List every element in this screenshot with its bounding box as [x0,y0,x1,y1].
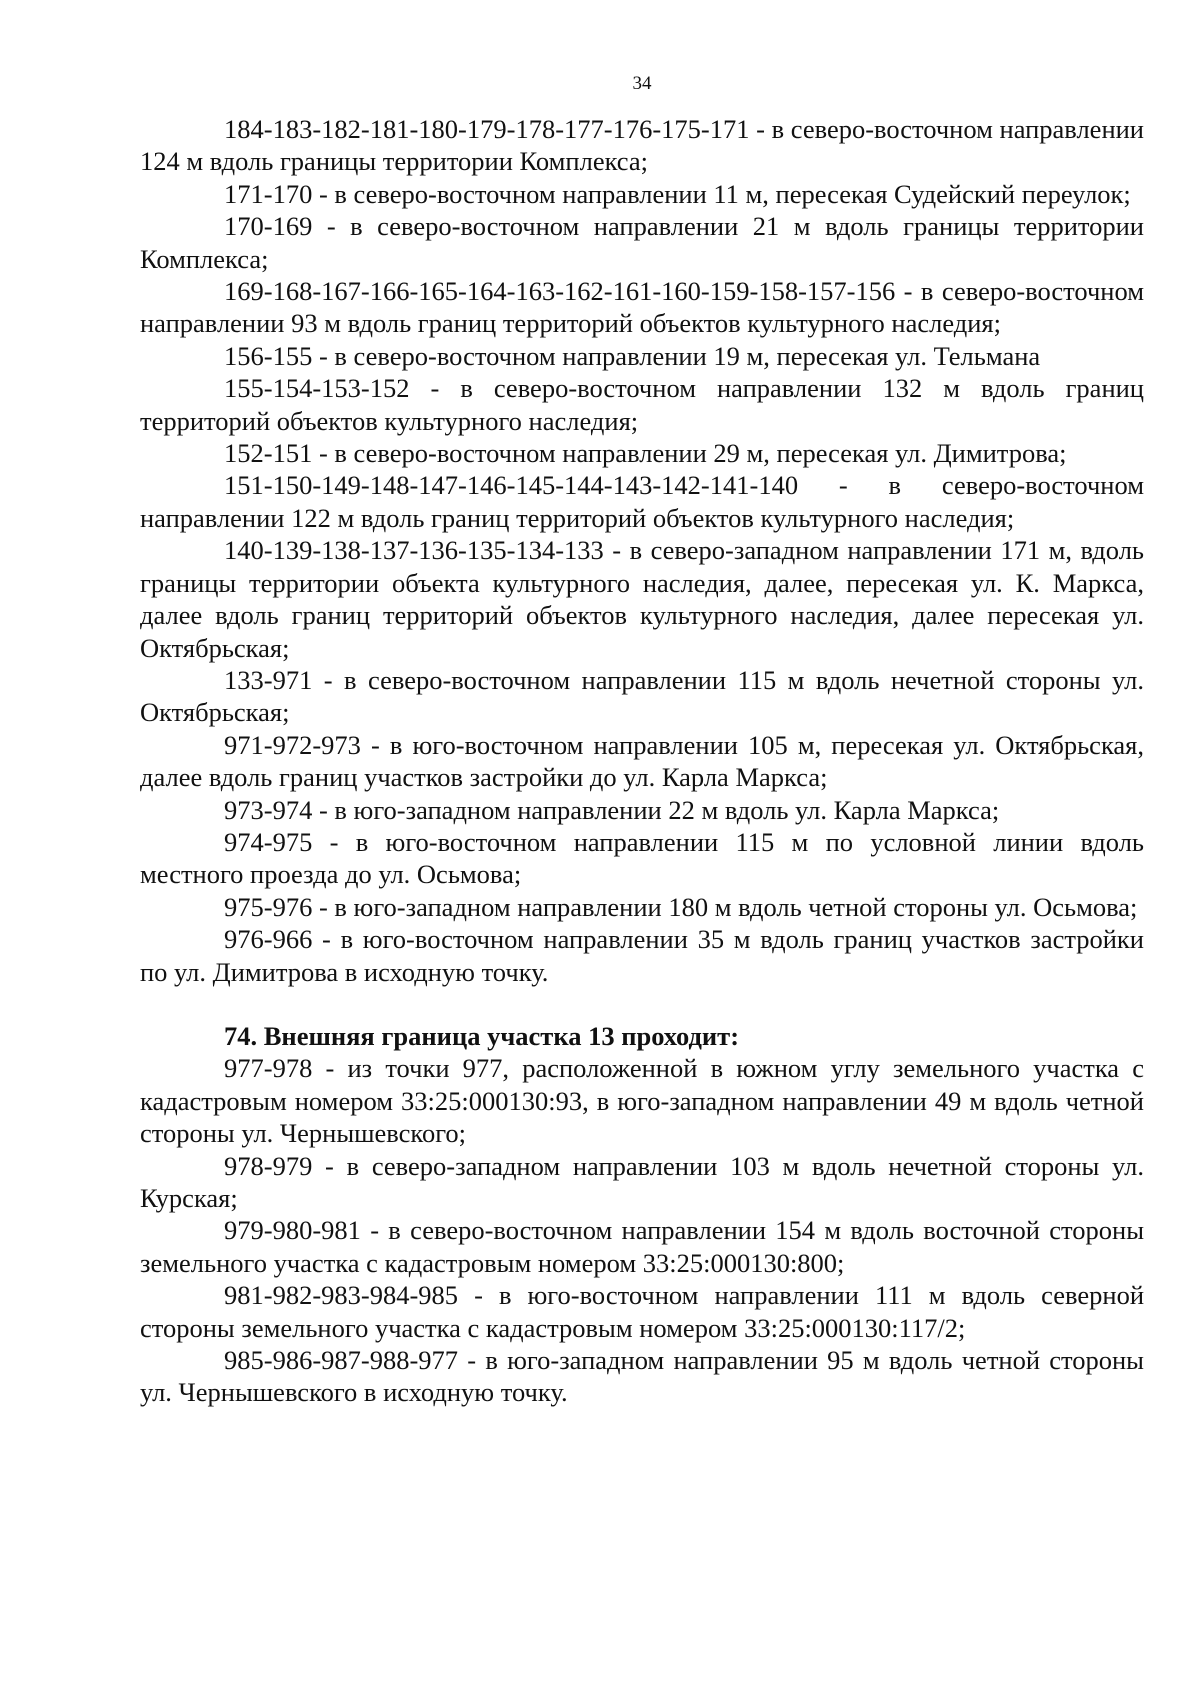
section-heading: 74. Внешняя граница участка 13 проходит: [224,1020,740,1051]
boundary-paragraph: 155-154-153-152 - в северо-восточном направлении 132 м вдоль границ территорий объектов культурного наследия; [140,373,1144,436]
boundary-paragraph: 981-982-983-984-985 - в юго-восточном направлении 111 м вдоль северной стороны земельного участка с кадастровым номером 33:25:000130:117/2; [140,1280,1144,1343]
boundary-paragraph: 977-978 - из точки 977, расположенной в южном углу земельного участка с кадастровым номером 33:25:000130:93, в юго-западном направлении 49 м вдоль четной стороны ул. Чернышевского; [140,1053,1144,1149]
boundary-paragraph: 170-169 - в северо-восточном направлении 21 м вдоль границы территории Комплекса; [140,211,1144,274]
document-body [140,113,1144,1409]
boundary-paragraph: 971-972-973 - в юго-восточном направлении 105 м, пересекая ул. Октябрьская, далее вдоль границ участков застройки до ул. Карла Маркса; [140,729,1144,793]
boundary-paragraph: 171-170 - в северо-восточном направлении 11 м, пересекая Судейский переулок; [224,178,1131,209]
boundary-paragraph: 156-155 - в северо-восточном направлении 19 м, пересекая ул. Тельмана [224,340,1041,371]
boundary-paragraph: 985-986-987-988-977 - в юго-западном направлении 95 м вдоль четной стороны ул. Чернышевского в исходную точку. [140,1345,1144,1408]
boundary-paragraph: 975-976 - в юго-западном направлении 180 м вдоль четной стороны ул. Осьмова; [224,891,1138,922]
boundary-paragraph: 976-966 - в юго-восточном направлении 35 м вдоль границ участков застройки по ул. Димитрова в исходную точку. [140,924,1144,987]
boundary-paragraph: 184-183-182-181-180-179-178-177-176-175-171 - в северо-восточном направлении 124 м вдоль границы территории Комплекса; [140,114,1144,177]
page-number: 34 [632,73,652,94]
boundary-paragraph: 169-168-167-166-165-164-163-162-161-160-159-158-157-156 - в северо-восточном направлении 93 м вдоль границ территорий объектов культурного наследия; [140,276,1144,339]
boundary-paragraph: 133-971 - в северо-восточном направлении 115 м вдоль нечетной стороны ул. Октябрьская; [140,664,1144,728]
boundary-paragraph: 978-979 - в северо-западном направлении 103 м вдоль нечетной стороны ул. Курская; [140,1150,1144,1213]
boundary-paragraph: 979-980-981 - в северо-восточном направлении 154 м вдоль восточной стороны земельного участка с кадастровым номером 33:25:000130:800; [140,1215,1144,1278]
boundary-paragraph: 140-139-138-137-136-135-134-133 - в северо-западном направлении 171 м, вдоль границы территории объекта культурного наследия, далее, пересекая ул. К. Маркса, далее вдоль границ территорий объектов культурного наследия, далее пересекая ул. Октябрьская; [140,535,1144,663]
boundary-paragraph: 973-974 - в юго-западном направлении 22 м вдоль ул. Карла Маркса; [224,794,1000,825]
boundary-paragraph: 151-150-149-148-147-146-145-144-143-142-141-140 - в северо-восточном направлении 122 м вдоль границ территорий объектов культурного наследия; [140,470,1144,533]
boundary-paragraph: 974-975 - в юго-восточном направлении 115 м по условной линии вдоль местного проезда до ул. Осьмова; [140,826,1144,890]
boundary-paragraph: 152-151 - в северо-восточном направлении 29 м, пересекая ул. Димитрова; [224,438,1067,469]
